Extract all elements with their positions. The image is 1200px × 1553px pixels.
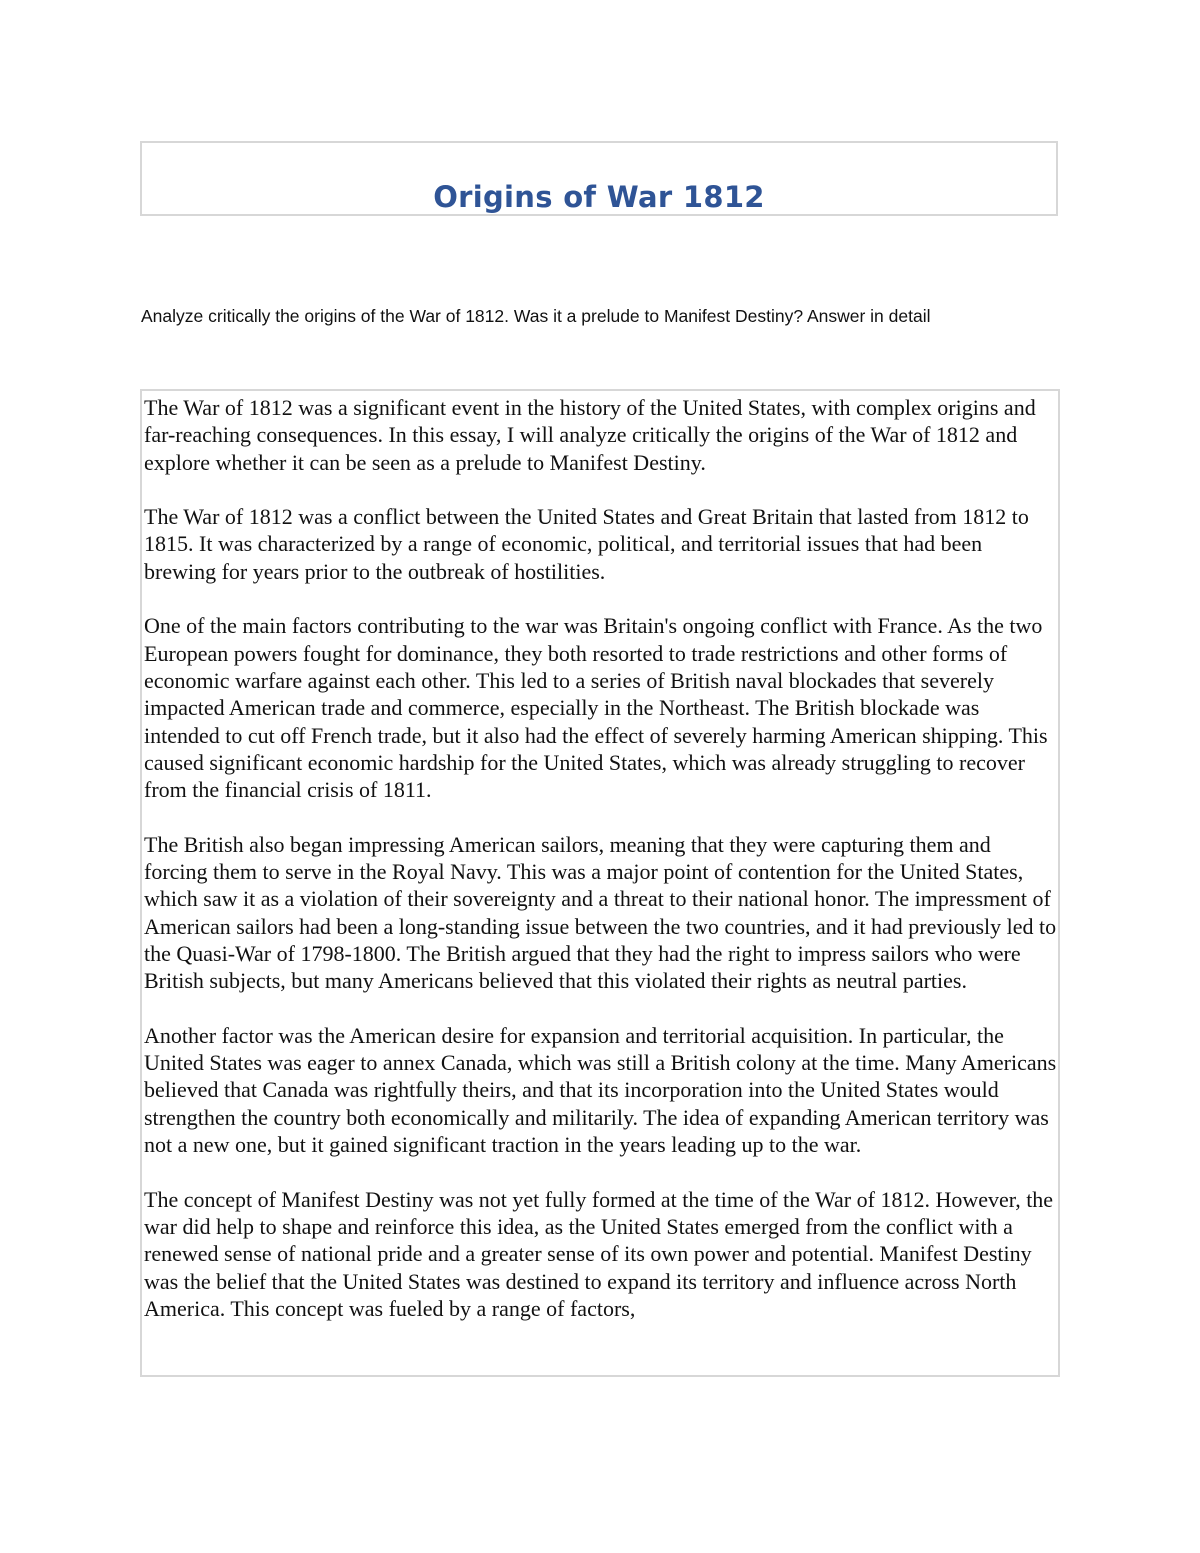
paragraph: One of the main factors contributing to the war was Britain's ongoing conflict with France. As the two European powers fought for dominance, they both resorted to trade restrictions and other forms of economic warfare against each other. This led to a series of British naval blockades that severely impacted American trade and commerce, especially in the Northeast. The British blockade was intended to cut off French trade, but it also had the effect of severely harming American shipping. This caused significant economic hardship for the United States, which was already struggling to recover from the financial crisis of 1811.: [144, 613, 1048, 803]
essay-prompt: Analyze critically the origins of the War of 1812. Was it a prelude to Manifest Destiny? Answer in detail: [141, 306, 931, 326]
essay-body: [142, 391, 1058, 1322]
paragraph: Another factor was the American desire for expansion and territorial acquisition. In particular, the United States was eager to annex Canada, which was still a British colony at the time. Many Americans believed that Canada was rightfully theirs, and that its incorporation into the United States would strengthen the country both economically and militarily. The idea of expanding American territory was not a new one, but it gained significant traction in the years leading up to the war.: [144, 1022, 1057, 1158]
paragraph: The concept of Manifest Destiny was not yet fully formed at the time of the War of 1812. However, the war did help to shape and reinforce this idea, as the United States emerged from the conflict with a renewed sense of national pride and a greater sense of its own power and potential. Manifest Destiny was the belief that the United States was destined to expand its territory and influence across North America. This concept was fueled by a range of factors,: [144, 1186, 1054, 1321]
title-box: [140, 141, 1058, 216]
paragraph: The British also began impressing American sailors, meaning that they were capturing them and forcing them to serve in the Royal Navy. This was a major point of contention for the United States, which saw it as a violation of their sovereignty and a threat to their national honor. The impressment of American sailors had been a long-standing issue between the two countries, and it had previously led to the Quasi-War of 1798-1800. The British argued that they had the right to impress sailors who were British subjects, but many Americans believed that this violated their rights as neutral parties.: [144, 831, 1057, 994]
essay-body-box: [140, 389, 1060, 1377]
paragraph: The War of 1812 was a significant event in the history of the United States, with complex origins and far-reaching consequences. In this essay, I will analyze critically the origins of the War of 1812 and explore whether it can be seen as a prelude to Manifest Destiny.: [144, 395, 1036, 475]
document-title: Origins of War 1812: [433, 180, 765, 214]
paragraph: The War of 1812 was a conflict between the United States and Great Britain that lasted from 1812 to 1815. It was characterized by a range of economic, political, and territorial issues that had been brewing for years prior to the outbreak of hostilities.: [144, 504, 1029, 584]
